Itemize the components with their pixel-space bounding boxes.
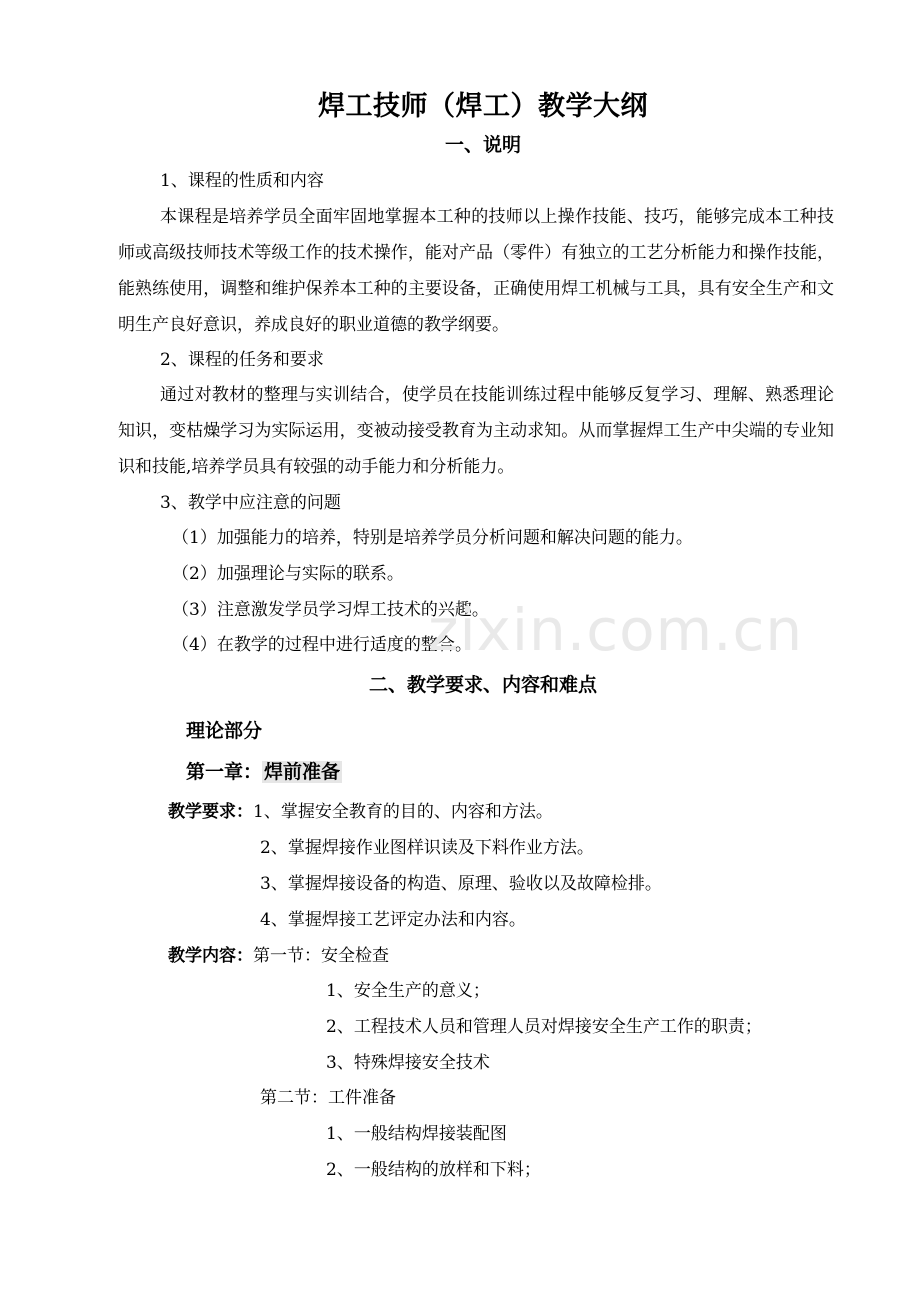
section-heading-requirements: 二、教学要求、内容和难点 [368, 674, 597, 696]
content-item: 3、特殊焊接安全技术 [326, 1053, 490, 1073]
theory-subheading: 理论部分 [186, 720, 263, 742]
watermark: zixin.com.cn [428, 596, 804, 664]
section-heading-explanation: 一、说明 [444, 134, 521, 156]
content-item: 1、安全生产的意义； [326, 981, 490, 1001]
requirement-item: 1、掌握安全教育的目的、内容和方法。 [253, 802, 553, 822]
content-row [168, 938, 389, 974]
chapter-prefix: 第一章： [186, 761, 263, 783]
requirement-item: 3、掌握焊接设备的构造、原理、验收以及故障检排。 [260, 874, 662, 894]
content-label: 教学内容： [168, 946, 253, 966]
requirements-label: 教学要求： [168, 802, 253, 822]
item3-point: （3）注意激发学员学习焊工技术的兴趣。 [172, 600, 489, 620]
requirement-item: 2、掌握焊接作业图样识读及下料作业方法。 [260, 838, 594, 858]
document-title: 焊工技师（焊工）教学大纲 [318, 91, 648, 122]
requirements-row [168, 794, 553, 830]
chapter-title: 焊前准备 [264, 761, 341, 783]
item3-heading: 3、教学中应注意的问题 [160, 493, 341, 513]
content-item: 1、一般结构焊接装配图 [326, 1124, 507, 1144]
content-item: 2、工程技术人员和管理人员对焊接安全生产工作的职责； [326, 1017, 762, 1037]
item2-body: 通过对教材的整理与实训结合，使学员在技能训练过程中能够反复学习、理解、熟悉理论知识，变枯燥学习为实际运用，变被动接受教育为主动求知。从而掌握焊工生产中尖端的专业知识和技能,培养学员具有较强的动手能力和分析能力。 [118, 385, 834, 477]
item3-point: （1）加强能力的培养，特别是培养学员分析问题和解决问题的能力。 [172, 528, 693, 548]
item3-point: （4）在教学的过程中进行适度的整合。 [172, 635, 472, 655]
content-section-title: 第一节：安全检查 [253, 946, 389, 966]
item1-heading: 1、课程的性质和内容 [160, 171, 324, 191]
item1-body: 本课程是培养学员全面牢固地掌握本工种的技师以上操作技能、技巧，能够完成本工种技师或高级技师技术等级工作的技术操作，能对产品（零件）有独立的工艺分析能力和操作技能，能熟练使用，调整和维护保养本工种的主要设备，正确使用焊工机械与工具，具有安全生产和文明生产良好意识，养成良好的职业道德的教学纲要。 [118, 207, 834, 335]
item3-point: （2）加强理论与实际的联系。 [172, 564, 404, 584]
content-item: 2、一般结构的放样和下料； [326, 1160, 541, 1180]
requirement-item: 4、掌握焊接工艺评定办法和内容。 [260, 910, 526, 930]
item2-heading: 2、课程的任务和要求 [160, 350, 324, 370]
content-section-title: 第二节：工件准备 [260, 1088, 396, 1108]
chapter-heading [186, 752, 342, 792]
